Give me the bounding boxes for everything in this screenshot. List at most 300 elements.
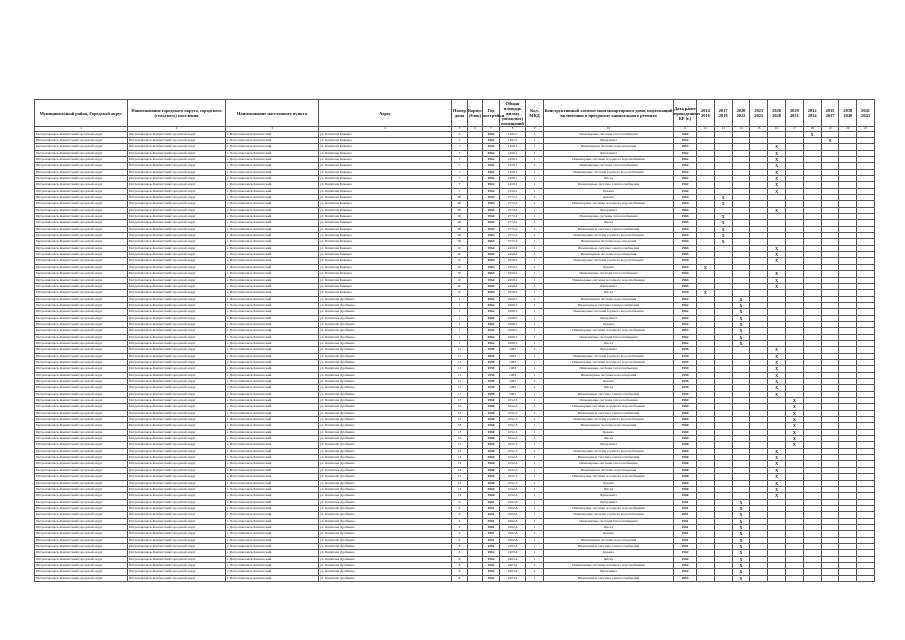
area-cell: 1958,2: [500, 245, 526, 251]
locality-cell: г. Петропавловск-Камчатский: [226, 448, 319, 454]
scheduled-mark: X: [768, 156, 786, 162]
house-number-cell: 7: [452, 169, 468, 175]
street-cell: ул. Капитана Драбкина: [319, 334, 452, 340]
last-repair-date-cell: 1964: [674, 258, 697, 264]
locality-cell: г. Петропавловск-Камчатский: [226, 410, 319, 416]
street-cell: ул. Капитана Беккера: [319, 131, 452, 137]
area-cell: 1052,3: [500, 436, 526, 442]
area-cell: 2772,2: [500, 220, 526, 226]
year-built-cell: 1959: [483, 379, 500, 385]
period-cell: [785, 575, 803, 581]
house-number-cell: 9б: [452, 226, 468, 232]
last-repair-date-cell: 1962: [674, 156, 697, 162]
last-repair-date-cell: 1962: [674, 188, 697, 194]
scheduled-mark: X: [768, 163, 786, 169]
settlement-cell: Петропавловск-Камчатский городской округ: [128, 334, 226, 340]
settlement-cell: Петропавловск-Камчатский городской округ: [128, 467, 226, 473]
year-built-cell: 1961: [483, 543, 500, 549]
locality-cell: г. Петропавловск-Камчатский: [226, 207, 319, 213]
house-number-cell: 7: [452, 182, 468, 188]
structural-element-cell: Инженерные системы электроснабжения: [544, 302, 674, 308]
district-cell: Петропавловск-Камчатский городской округ: [35, 176, 128, 182]
locality-cell: г. Петропавловск-Камчатский: [226, 150, 319, 156]
area-cell: 2262,8: [500, 543, 526, 549]
last-repair-date-cell: 1962: [674, 309, 697, 315]
area-cell: 2268,5: [500, 309, 526, 315]
scheduled-mark: X: [732, 334, 750, 340]
last-repair-date-cell: 1959: [674, 372, 697, 378]
last-repair-date-cell: 1964: [674, 233, 697, 239]
mkd-count-cell: 1: [526, 569, 544, 575]
year-built-cell: 1964: [483, 195, 500, 201]
structural-element-cell: Инженерные системы горячего водоснабжения: [544, 169, 674, 175]
structural-element-cell: Инженерные системы горячего водоснабжения: [544, 448, 674, 454]
settlement-cell: Петропавловск-Камчатский городской округ: [128, 315, 226, 321]
last-repair-date-cell: 1962: [674, 176, 697, 182]
scheduled-mark: X: [785, 398, 803, 404]
settlement-cell: Петропавловск-Камчатский городской округ: [128, 290, 226, 296]
year-built-cell: 1960: [483, 429, 500, 435]
house-number-cell: 14: [452, 461, 468, 467]
scheduled-mark: X: [732, 296, 750, 302]
structural-element-cell: Инженерные системы водоотведения: [544, 467, 674, 473]
year-built-cell: 1960: [483, 480, 500, 486]
street-cell: ул. Капитана Драбкина: [319, 379, 452, 385]
capital-repair-program-table: [34, 99, 875, 582]
year-built-cell: 1962: [483, 302, 500, 308]
locality-cell: г. Петропавловск-Камчатский: [226, 531, 319, 537]
scheduled-mark: X: [768, 258, 786, 264]
column-header: Кол. МКД: [526, 100, 544, 127]
structural-element-cell: Инженерные системы теплоснабжения: [544, 131, 674, 137]
street-cell: ул. Капитана Беккера: [319, 239, 452, 245]
street-cell: ул. Капитана Беккера: [319, 188, 452, 194]
locality-cell: г. Петропавловск-Камчатский: [226, 182, 319, 188]
last-repair-date-cell: 1962: [674, 321, 697, 327]
district-cell: Петропавловск-Камчатский городской округ: [35, 417, 128, 423]
district-cell: Петропавловск-Камчатский городской округ: [35, 334, 128, 340]
column-header: Общая площадь жилых (нежилых) помещений: [501, 100, 524, 126]
column-number: 20: [839, 127, 857, 132]
mkd-count-cell: 1: [526, 480, 544, 486]
scheduled-mark: X: [732, 340, 750, 346]
area-cell: 1052,3: [500, 423, 526, 429]
year-built-cell: 1960: [483, 423, 500, 429]
house-number-cell: 6: [452, 537, 468, 543]
area-cell: 1459,1: [500, 163, 526, 169]
column-number: 7: [483, 127, 500, 132]
structural-element-cell: Инженерные системы холодного водоснабжения: [544, 156, 674, 162]
locality-cell: г. Петропавловск-Камчатский: [226, 359, 319, 365]
area-cell: 1958,2: [500, 252, 526, 258]
house-number-cell: 9г: [452, 271, 468, 277]
locality-cell: г. Петропавловск-Камчатский: [226, 391, 319, 397]
locality-cell: г. Петропавловск-Камчатский: [226, 537, 319, 543]
mkd-count-cell: 1: [526, 455, 544, 461]
district-cell: Петропавловск-Камчатский городской округ: [35, 214, 128, 220]
year-built-cell: 1960: [483, 404, 500, 410]
district-cell: Петропавловск-Камчатский городской округ: [35, 499, 128, 505]
district-cell: Петропавловск-Камчатский городской округ: [35, 226, 128, 232]
locality-cell: г. Петропавловск-Камчатский: [226, 442, 319, 448]
locality-cell: г. Петропавловск-Камчатский: [226, 169, 319, 175]
street-cell: ул. Капитана Беккера: [319, 163, 452, 169]
last-repair-date-cell: 1962: [674, 169, 697, 175]
area-cell: 1052,3: [500, 455, 526, 461]
mkd-count-cell: 1: [526, 543, 544, 549]
house-number-cell: 11: [452, 353, 468, 359]
mkd-count-cell: 1: [526, 347, 544, 353]
column-number: 13: [714, 127, 732, 132]
column-header: 2041 2043: [857, 100, 875, 127]
year-built-cell: 1962: [483, 550, 500, 556]
street-cell: ул. Капитана Драбкина: [319, 436, 452, 442]
settlement-cell: Петропавловск-Камчатский городской округ: [128, 359, 226, 365]
district-cell: Петропавловск-Камчатский городской округ: [35, 423, 128, 429]
column-number: 6: [468, 127, 483, 132]
structural-element-cell: Инженерные системы теплоснабжения: [544, 398, 674, 404]
last-repair-date-cell: 1964: [674, 239, 697, 245]
last-repair-date-cell: 1959: [674, 391, 697, 397]
period-cell: [768, 575, 786, 581]
locality-cell: г. Петропавловск-Камчатский: [226, 302, 319, 308]
scheduled-mark: X: [697, 290, 715, 296]
street-cell: ул. Капитана Беккера: [319, 150, 452, 156]
last-repair-date-cell: 1959: [674, 385, 697, 391]
column-number: 1: [35, 127, 128, 132]
locality-cell: г. Петропавловск-Камчатский: [226, 277, 319, 283]
year-built-cell: 1962: [483, 144, 500, 150]
street-cell: ул. Капитана Драбкина: [319, 429, 452, 435]
area-cell: 1052,3: [500, 474, 526, 480]
street-cell: ул. Капитана Беккера: [319, 207, 452, 213]
scheduled-mark: X: [768, 359, 786, 365]
structural-element-cell: Инженерные системы теплоснабжения: [544, 214, 674, 220]
district-cell: Петропавловск-Камчатский городской округ: [35, 277, 128, 283]
district-cell: Петропавловск-Камчатский городской округ: [35, 328, 128, 334]
area-cell: 2772,2: [500, 195, 526, 201]
structural-element-cell: Инженерные системы электроснабжения: [544, 575, 674, 581]
last-repair-date-cell: 1962: [674, 315, 697, 321]
locality-cell: г. Петропавловск-Камчатский: [226, 131, 319, 137]
structural-element-cell: Инженерные системы горячего водоснабжения: [544, 512, 674, 518]
settlement-cell: Петропавловск-Камчатский городской округ: [128, 353, 226, 359]
scheduled-mark: X: [768, 480, 786, 486]
mkd-count-cell: 1: [526, 144, 544, 150]
scheduled-mark: X: [714, 220, 732, 226]
district-cell: Петропавловск-Камчатский городской округ: [35, 347, 128, 353]
last-repair-date-cell: 1960: [674, 410, 697, 416]
scheduled-mark: X: [768, 391, 786, 397]
scheduled-mark: X: [732, 499, 750, 505]
house-number-cell: 7: [452, 176, 468, 182]
house-number-cell: 9б: [452, 195, 468, 201]
mkd-count-cell: 1: [526, 379, 544, 385]
structural-element-cell: Крыша: [544, 264, 674, 270]
scheduled-mark: X: [768, 252, 786, 258]
district-cell: Петропавловск-Камчатский городской округ: [35, 366, 128, 372]
locality-cell: г. Петропавловск-Камчатский: [226, 163, 319, 169]
settlement-cell: Петропавловск-Камчатский городской округ: [128, 245, 226, 251]
area-cell: 2772,2: [500, 226, 526, 232]
scheduled-mark: X: [768, 385, 786, 391]
last-repair-date-cell: 1960: [674, 448, 697, 454]
street-cell: ул. Капитана Драбкина: [319, 366, 452, 372]
year-built-cell: 1962: [483, 328, 500, 334]
street-cell: ул. Капитана Драбкина: [319, 302, 452, 308]
mkd-count-cell: 1: [526, 169, 544, 175]
area-cell: 2262,8: [500, 524, 526, 530]
house-number-cell: 14: [452, 480, 468, 486]
last-repair-date-cell: 1960: [674, 474, 697, 480]
settlement-cell: Петропавловск-Камчатский городской округ: [128, 480, 226, 486]
area-cell: 1052,3: [500, 493, 526, 499]
house-number-cell: 14: [452, 474, 468, 480]
year-built-cell: 1964: [483, 233, 500, 239]
house-number-cell: 8: [452, 562, 468, 568]
structural-element-cell: Фундамент: [544, 493, 674, 499]
last-repair-date-cell: 1961: [674, 537, 697, 543]
locality-cell: г. Петропавловск-Камчатский: [226, 569, 319, 575]
locality-cell: г. Петропавловск-Камчатский: [226, 366, 319, 372]
settlement-cell: Петропавловск-Камчатский городской округ: [128, 474, 226, 480]
mkd-count-cell: 1: [526, 556, 544, 562]
street-cell: ул. Капитана Драбкина: [319, 423, 452, 429]
scheduled-mark: X: [768, 486, 786, 492]
area-cell: 1052,3: [500, 404, 526, 410]
column-header: 2017 2019: [714, 100, 732, 127]
scheduled-mark: X: [768, 245, 786, 251]
year-built-cell: 1961: [483, 512, 500, 518]
area-cell: 2268,5: [500, 340, 526, 346]
period-cell: [714, 575, 732, 581]
district-cell: Петропавловск-Камчатский городской округ: [35, 474, 128, 480]
locality-cell: г. Петропавловск-Камчатский: [226, 461, 319, 467]
column-header: Номер дома: [452, 100, 468, 127]
street-cell: ул. Капитана Беккера: [319, 252, 452, 258]
settlement-cell: Петропавловск-Камчатский городской округ: [128, 537, 226, 543]
street-cell: ул. Капитана Беккера: [319, 283, 452, 289]
structural-element-cell: Крыша: [544, 195, 674, 201]
column-header: Год постройки: [483, 100, 500, 127]
year-built-cell: 1959: [483, 347, 500, 353]
structural-element-cell: Инженерные системы холодного водоснабжения: [544, 404, 674, 410]
year-built-cell: 1962: [483, 150, 500, 156]
area-cell: 1459,1: [500, 144, 526, 150]
scheduled-mark: X: [768, 366, 786, 372]
district-cell: Петропавловск-Камчатский городской округ: [35, 556, 128, 562]
house-number-cell: 1: [452, 302, 468, 308]
column-number: 10: [544, 127, 674, 132]
district-cell: Петропавловск-Камчатский городской округ: [35, 512, 128, 518]
area-cell: 1083: [500, 372, 526, 378]
street-cell: ул. Капитана Драбкина: [319, 512, 452, 518]
scheduled-mark: X: [768, 467, 786, 473]
mkd-count-cell: 1: [526, 366, 544, 372]
column-number: 17: [785, 127, 803, 132]
column-header: 2023 2025: [750, 100, 768, 127]
settlement-cell: Петропавловск-Камчатский городской округ: [128, 423, 226, 429]
district-cell: Петропавловск-Камчатский городской округ: [35, 385, 128, 391]
last-repair-date-cell: 1964: [674, 201, 697, 207]
house-number-cell: 6: [452, 512, 468, 518]
house-number-cell: 6: [452, 505, 468, 511]
settlement-cell: Петропавловск-Камчатский городской округ: [128, 264, 226, 270]
year-built-cell: 1964: [483, 252, 500, 258]
column-header: 2032 2034: [803, 100, 821, 127]
mkd-count-cell: 1: [526, 137, 544, 143]
structural-element-cell: Инженерные системы водоотведения: [544, 423, 674, 429]
street-cell: ул. Капитана Драбкина: [319, 562, 452, 568]
house-number-cell: 9г: [452, 245, 468, 251]
mkd-count-cell: 1: [526, 309, 544, 315]
last-repair-date-cell: 1960: [674, 404, 697, 410]
settlement-cell: Петропавловск-Камчатский городской округ: [128, 455, 226, 461]
year-built-cell: 1964: [483, 283, 500, 289]
locality-cell: г. Петропавловск-Камчатский: [226, 328, 319, 334]
street-cell: ул. Капитана Драбкина: [319, 537, 452, 543]
structural-element-cell: Фундамент: [544, 347, 674, 353]
last-repair-date-cell: 1964: [674, 220, 697, 226]
last-repair-date-cell: 1962: [674, 296, 697, 302]
scheduled-mark: X: [768, 176, 786, 182]
district-cell: Петропавловск-Камчатский городской округ: [35, 169, 128, 175]
structural-element-cell: Фундамент: [544, 499, 674, 505]
house-number-cell: 13: [452, 429, 468, 435]
settlement-cell: Петропавловск-Камчатский городской округ: [128, 220, 226, 226]
district-cell: Петропавловск-Камчатский городской округ: [35, 188, 128, 194]
street-cell: ул. Капитана Беккера: [319, 176, 452, 182]
year-built-cell: 1962: [483, 575, 500, 581]
settlement-cell: Петропавловск-Камчатский городской округ: [128, 302, 226, 308]
last-repair-date-cell: 1961: [674, 505, 697, 511]
settlement-cell: Петропавловск-Камчатский городской округ: [128, 505, 226, 511]
area-cell: 2772,2: [500, 207, 526, 213]
last-repair-date-cell: 1964: [674, 290, 697, 296]
house-number-cell: 1: [452, 296, 468, 302]
settlement-cell: Петропавловск-Камчатский городской округ: [128, 347, 226, 353]
house-number-cell: 9г: [452, 264, 468, 270]
area-cell: 2772,2: [500, 214, 526, 220]
last-repair-date-cell: 1962: [674, 131, 697, 137]
house-number-cell: 9б: [452, 207, 468, 213]
area-cell: 2268,5: [500, 296, 526, 302]
year-built-cell: 1960: [483, 410, 500, 416]
scheduled-mark: X: [803, 131, 821, 137]
mkd-count-cell: 1: [526, 271, 544, 277]
scheduled-mark: X: [768, 188, 786, 194]
column-number: 15: [750, 127, 768, 132]
locality-cell: г. Петропавловск-Камчатский: [226, 252, 319, 258]
settlement-cell: Петропавловск-Камчатский городской округ: [128, 569, 226, 575]
scheduled-mark: X: [768, 144, 786, 150]
area-cell: 2403,4: [500, 556, 526, 562]
district-cell: Петропавловск-Камчатский городской округ: [35, 518, 128, 524]
district-cell: Петропавловск-Камчатский городской округ: [35, 290, 128, 296]
scheduled-mark: X: [732, 524, 750, 530]
scheduled-mark: X: [732, 531, 750, 537]
locality-cell: г. Петропавловск-Камчатский: [226, 436, 319, 442]
year-built-cell: 1962: [483, 137, 500, 143]
year-built-cell: 1961: [483, 537, 500, 543]
column-header: Наименование населенного пункта: [226, 100, 319, 127]
locality-cell: г. Петропавловск-Камчатский: [226, 258, 319, 264]
scheduled-mark: X: [714, 226, 732, 232]
scheduled-mark: X: [732, 328, 750, 334]
scheduled-mark: X: [732, 550, 750, 556]
district-cell: Петропавловск-Камчатский городской округ: [35, 252, 128, 258]
scheduled-mark: X: [768, 169, 786, 175]
last-repair-date-cell: 1962: [674, 182, 697, 188]
structural-element-cell: Инженерные системы электроснабжения: [544, 245, 674, 251]
structural-element-cell: Фундамент: [544, 315, 674, 321]
year-built-cell: 1960: [483, 417, 500, 423]
last-repair-date-cell: 1960: [674, 493, 697, 499]
house-number-cell: 6: [452, 543, 468, 549]
structural-element-cell: Инженерные системы водоотведения: [544, 372, 674, 378]
district-cell: Петропавловск-Камчатский городской округ: [35, 448, 128, 454]
year-built-cell: 1962: [483, 309, 500, 315]
column-number: 18: [803, 127, 821, 132]
settlement-cell: Петропавловск-Камчатский городской округ: [128, 271, 226, 277]
structural-element-cell: Фасад: [544, 340, 674, 346]
district-cell: Петропавловск-Камчатский городской округ: [35, 398, 128, 404]
mkd-count-cell: 1: [526, 417, 544, 423]
locality-cell: г. Петропавловск-Камчатский: [226, 226, 319, 232]
street-cell: ул. Капитана Беккера: [319, 137, 452, 143]
settlement-cell: Петропавловск-Камчатский городской округ: [128, 188, 226, 194]
locality-cell: г. Петропавловск-Камчатский: [226, 398, 319, 404]
scheduled-mark: X: [697, 264, 715, 270]
street-cell: ул. Капитана Драбкина: [319, 417, 452, 423]
column-number: 2: [128, 127, 226, 132]
column-number: 5: [452, 127, 468, 132]
column-header: 2038 2040: [839, 100, 857, 127]
last-repair-date-cell: 1959: [674, 379, 697, 385]
last-repair-date-cell: 1960: [674, 398, 697, 404]
scheduled-mark: X: [732, 569, 750, 575]
district-cell: Петропавловск-Камчатский городской округ: [35, 550, 128, 556]
header-row: [35, 100, 875, 127]
mkd-count-cell: 1: [526, 315, 544, 321]
locality-cell: г. Петропавловск-Камчатский: [226, 220, 319, 226]
street-cell: ул. Капитана Беккера: [319, 233, 452, 239]
scheduled-mark: X: [732, 315, 750, 321]
column-header: 2014 2016: [697, 100, 715, 127]
last-repair-date-cell: 1959: [674, 366, 697, 372]
year-built-cell: 1962: [483, 569, 500, 575]
year-built-cell: 1964: [483, 239, 500, 245]
district-cell: Петропавловск-Камчатский городской округ: [35, 505, 128, 511]
house-number-cell: 9б: [452, 214, 468, 220]
year-built-cell: 1964: [483, 264, 500, 270]
locality-cell: г. Петропавловск-Камчатский: [226, 455, 319, 461]
street-cell: ул. Капитана Драбкина: [319, 385, 452, 391]
settlement-cell: Петропавловск-Камчатский городской округ: [128, 226, 226, 232]
column-number: 21: [857, 127, 875, 132]
street-cell: ул. Капитана Драбкина: [319, 499, 452, 505]
house-number-cell: 1: [452, 321, 468, 327]
house-number-cell: 11: [452, 379, 468, 385]
mkd-count-cell: 1: [526, 499, 544, 505]
district-cell: Петропавловск-Камчатский городской округ: [35, 283, 128, 289]
structural-element-cell: Крыша: [544, 480, 674, 486]
settlement-cell: Петропавловск-Камчатский городской округ: [128, 543, 226, 549]
settlement-cell: Петропавловск-Камчатский городской округ: [128, 309, 226, 315]
structural-element-cell: Инженерные системы электроснабжения: [544, 226, 674, 232]
district-cell: Петропавловск-Камчатский городской округ: [35, 537, 128, 543]
mkd-count-cell: 1: [526, 252, 544, 258]
